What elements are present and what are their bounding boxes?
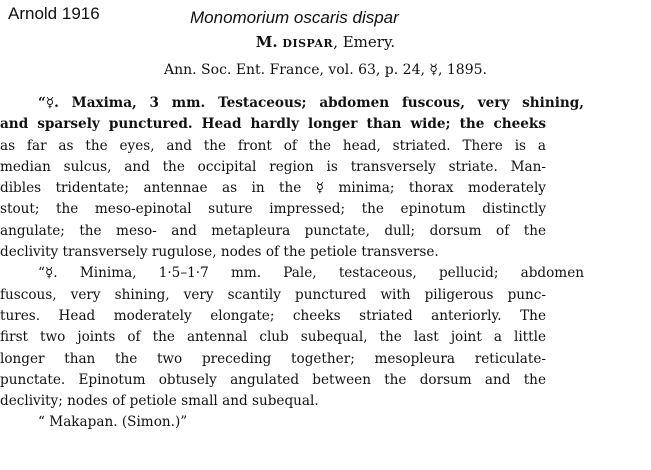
species-heading: Monomorium oscaris dispar bbox=[190, 8, 399, 27]
p2-line-2: fuscous, very shining, very scantily punctured with piligerous punc- bbox=[0, 286, 546, 303]
p1-line-6: stout; the meso-epinotal suture impressed; the epinotum distinctly bbox=[0, 201, 546, 218]
p1-line-8: declivity transversely rugulose, nodes of the petiole transverse. bbox=[0, 244, 439, 261]
taxon-genus-abbr: M. bbox=[255, 33, 278, 51]
citation-line: Ann. Soc. Ent. France, vol. 63, p. 24, ☿, 1895. bbox=[164, 62, 487, 78]
locality-line: “ Makapan. (Simon.)” bbox=[38, 414, 188, 431]
p2-line-5: longer than the two preceding together; mesopleura reticulate- bbox=[0, 350, 546, 367]
p1-line-2: and sparsely punctured. Head hardly longer than wide; the cheeks bbox=[0, 116, 546, 133]
p2-line-1: “☿. Minima, 1·5–1·7 mm. Pale, testaceous, pellucid; abdomen bbox=[38, 265, 584, 282]
p1-line-1: “☿. Maxima, 3 mm. Testaceous; abdomen fuscous, very shining, bbox=[38, 95, 584, 111]
taxon-species-name: dispar bbox=[282, 33, 334, 51]
p1-line-5: dibles tridentate; antennae as in the ☿ minima; thorax moderately bbox=[0, 180, 546, 197]
description-body bbox=[0, 93, 584, 434]
p2-line-6: punctate. Epinotum obtusely angulated between the dorsum and the bbox=[0, 371, 546, 388]
p2-line-4: first two joints of the antennal club subequal, the last joint a little bbox=[0, 329, 546, 346]
p1-line-4: median sulcus, and the occipital region is transversely striate. Man- bbox=[0, 158, 546, 175]
p2-line-3: tures. Head moderately elongate; cheeks striated anteriorly. The bbox=[0, 307, 546, 324]
p1-line-3: as far as the eyes, and the front of the head, striated. There is a bbox=[0, 137, 546, 154]
p1-line-7: angulate; the meso- and metapleura punctate, dull; dorsum of the bbox=[0, 222, 546, 239]
taxon-title bbox=[0, 33, 651, 51]
p2-line-7: declivity; nodes of petiole small and subequal. bbox=[0, 393, 319, 410]
author-year-label: Arnold 1916 bbox=[8, 4, 100, 23]
taxon-author: , Emery. bbox=[333, 33, 396, 51]
